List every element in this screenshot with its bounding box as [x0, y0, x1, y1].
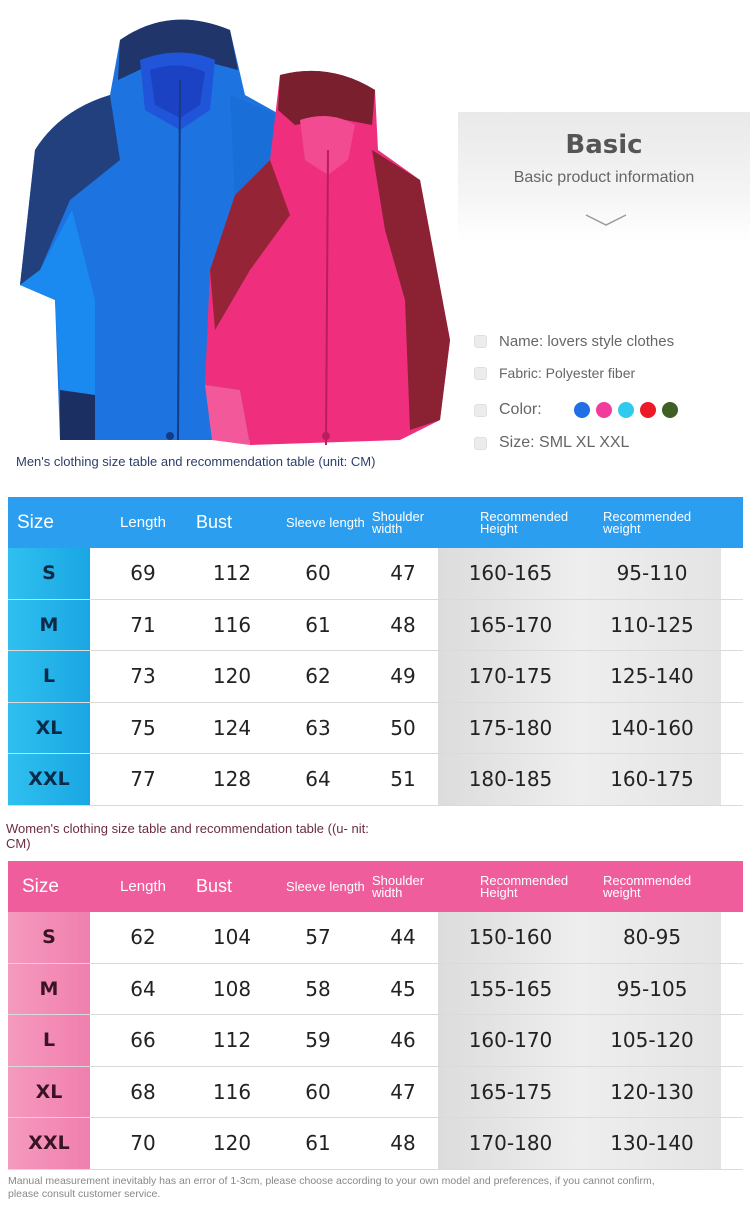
table-row	[8, 651, 743, 703]
table-body	[8, 912, 743, 1170]
rec-height-cell: 165-175	[468, 1079, 553, 1104]
size-cell: S	[8, 912, 90, 963]
mens-table-caption: Men's clothing size table and recommendation table (unit: CM)	[16, 454, 376, 469]
value-cell: 116	[196, 1067, 268, 1118]
table-body	[8, 548, 743, 806]
value-cell: 46	[368, 1015, 438, 1066]
bullet-icon	[474, 367, 487, 380]
color-swatch-green[interactable]	[662, 402, 678, 418]
mens-size-table	[8, 497, 743, 806]
value-cell: 64	[268, 754, 368, 805]
rec-weight-cell: 130-140	[610, 1131, 694, 1156]
basic-subtitle: Basic product information	[513, 169, 695, 186]
value-cell: 68	[90, 1067, 196, 1118]
value-cell: 48	[368, 600, 438, 651]
table-row	[8, 1118, 743, 1170]
recommendation-cells	[438, 548, 721, 599]
color-swatch-cyan[interactable]	[618, 402, 634, 418]
rec-weight-cell: 160-175	[610, 767, 694, 792]
value-cell: 104	[196, 912, 268, 963]
header-size: Size	[22, 875, 59, 897]
value-cell: 47	[368, 548, 438, 599]
attr-name-text: Name: lovers style clothes	[499, 333, 675, 350]
recommendation-cells	[438, 1067, 721, 1118]
value-cell: 73	[90, 651, 196, 702]
womens-size-table	[8, 861, 743, 1170]
value-cell: 57	[268, 912, 368, 963]
table-row	[8, 548, 743, 600]
product-photo	[0, 0, 460, 452]
value-cell: 60	[268, 1067, 368, 1118]
header-rec-weight: Recommended weight	[603, 872, 692, 900]
value-cell: 124	[196, 703, 268, 754]
rec-weight-cell: 120-130	[610, 1079, 694, 1104]
value-cell: 108	[196, 964, 268, 1015]
size-cell: XXL	[8, 1118, 90, 1169]
value-cell: 45	[368, 964, 438, 1015]
attr-fabric-text: Fabric: Polyester fiber	[499, 365, 636, 381]
value-cell: 69	[90, 548, 196, 599]
value-cell: 62	[268, 651, 368, 702]
size-cell: XL	[8, 703, 90, 754]
header-length: Length	[120, 878, 166, 895]
bullet-icon	[474, 404, 487, 417]
value-cell: 60	[268, 548, 368, 599]
rec-height-cell: 180-185	[468, 767, 553, 792]
rec-weight-cell: 140-160	[610, 715, 694, 740]
header-rec-height: Recommended Height	[480, 872, 569, 900]
recommendation-cells	[438, 703, 721, 754]
attr-fabric	[474, 365, 635, 381]
table-row	[8, 964, 743, 1016]
table-row	[8, 912, 743, 964]
basic-info-card	[458, 112, 750, 242]
header-rec-weight: Recommended weight	[603, 508, 692, 536]
header-bust: Bust	[196, 876, 233, 896]
value-cell: 120	[196, 651, 268, 702]
size-cell: M	[8, 600, 90, 651]
value-cell: 77	[90, 754, 196, 805]
value-cell: 61	[268, 1118, 368, 1169]
attr-name	[474, 333, 674, 350]
attr-size-text: Size: SML XL XXL	[499, 434, 630, 451]
value-cell: 48	[368, 1118, 438, 1169]
value-cell: 112	[196, 548, 268, 599]
recommendation-cells	[438, 754, 721, 805]
rec-weight-cell: 95-110	[616, 561, 688, 586]
size-cell: L	[8, 651, 90, 702]
color-swatches	[574, 402, 684, 418]
rec-height-cell: 170-180	[468, 1131, 553, 1156]
rec-height-cell: 160-170	[468, 1028, 553, 1053]
color-swatch-red[interactable]	[640, 402, 656, 418]
table-row	[8, 703, 743, 755]
bullet-icon	[474, 335, 487, 348]
table-row	[8, 1067, 743, 1119]
table-header	[8, 497, 743, 548]
size-cell: M	[8, 964, 90, 1015]
header-shoulder: Shoulder width	[372, 872, 425, 900]
value-cell: 59	[268, 1015, 368, 1066]
recommendation-cells	[438, 1118, 721, 1169]
header-rec-height: Recommended Height	[480, 508, 569, 536]
womens-table-caption: Women's clothing size table and recommendation table ((u- nit: CM)	[6, 821, 369, 851]
rec-height-cell: 150-160	[468, 925, 553, 950]
bullet-icon	[474, 437, 487, 450]
header-bust: Bust	[196, 512, 233, 532]
header-sleeve: Sleeve length	[286, 514, 365, 530]
value-cell: 49	[368, 651, 438, 702]
header-sleeve: Sleeve length	[286, 878, 365, 894]
value-cell: 63	[268, 703, 368, 754]
value-cell: 58	[268, 964, 368, 1015]
rec-weight-cell: 110-125	[610, 612, 694, 637]
value-cell: 50	[368, 703, 438, 754]
rec-height-cell: 165-170	[468, 612, 553, 637]
table-row	[8, 600, 743, 652]
rec-weight-cell: 95-105	[616, 976, 688, 1001]
footnote: Manual measurement inevitably has an error of 1-3cm, please choose according to your own model and preferences, if you cannot confirm, please consult customer service.	[8, 1175, 655, 1200]
value-cell: 70	[90, 1118, 196, 1169]
product-hero	[0, 0, 750, 452]
value-cell: 66	[90, 1015, 196, 1066]
value-cell: 75	[90, 703, 196, 754]
color-swatch-pink[interactable]	[596, 402, 612, 418]
recommendation-cells	[438, 964, 721, 1015]
value-cell: 120	[196, 1118, 268, 1169]
recommendation-cells	[438, 651, 721, 702]
recommendation-cells	[438, 600, 721, 651]
recommendation-cells	[438, 912, 721, 963]
value-cell: 116	[196, 600, 268, 651]
attr-size	[474, 434, 629, 452]
rec-height-cell: 160-165	[468, 561, 553, 586]
rec-weight-cell: 125-140	[610, 664, 694, 689]
rec-height-cell: 175-180	[468, 715, 553, 740]
basic-title: Basic	[565, 130, 643, 160]
value-cell: 51	[368, 754, 438, 805]
table-row	[8, 1015, 743, 1067]
rec-weight-cell: 105-120	[610, 1028, 694, 1053]
value-cell: 112	[196, 1015, 268, 1066]
recommendation-cells	[438, 1015, 721, 1066]
size-cell: L	[8, 1015, 90, 1066]
table-row	[8, 754, 743, 806]
size-cell: XL	[8, 1067, 90, 1118]
header-size: Size	[17, 511, 54, 533]
chevron-down-icon	[584, 212, 628, 228]
rec-height-cell: 155-165	[468, 976, 553, 1001]
size-cell: XXL	[8, 754, 90, 805]
size-cell: S	[8, 548, 90, 599]
table-header	[8, 861, 743, 912]
attr-color	[474, 401, 684, 419]
value-cell: 128	[196, 754, 268, 805]
header-length: Length	[120, 514, 166, 531]
header-shoulder: Shoulder width	[372, 508, 425, 536]
value-cell: 64	[90, 964, 196, 1015]
rec-weight-cell: 80-95	[622, 925, 682, 950]
value-cell: 71	[90, 600, 196, 651]
value-cell: 44	[368, 912, 438, 963]
value-cell: 61	[268, 600, 368, 651]
rec-height-cell: 170-175	[468, 664, 553, 689]
color-swatch-blue[interactable]	[574, 402, 590, 418]
value-cell: 47	[368, 1067, 438, 1118]
value-cell: 62	[90, 912, 196, 963]
attr-color-label: Color:	[499, 401, 542, 418]
